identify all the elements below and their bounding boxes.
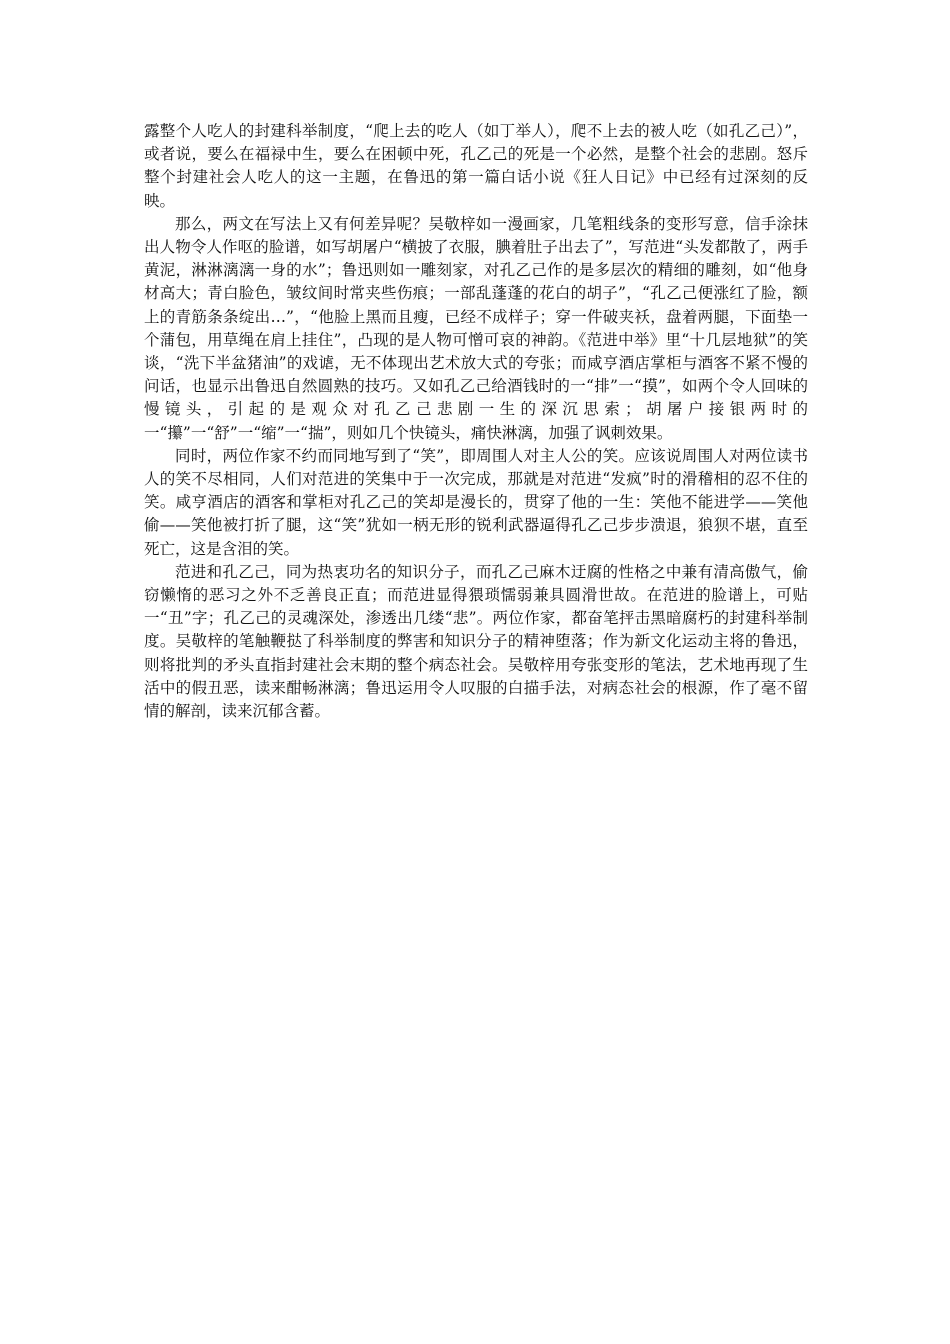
- document-body: [144, 120, 808, 723]
- paragraph-writing-differences: 那么，两文在写法上又有何差异呢？吴敬梓如一漫画家，几笔粗线条的变形写意，信手涂抹出人物令人作呕的脸谱，如写胡屠户“横披了衣服，腆着肚子出去了”，写范进“头发都散了，两手黄泥，淋淋漓漓一身的水”；鲁迅则如一雕刻家，对孔乙己作的是多层次的精细的雕刻，如“他身材高大；青白脸色，皱纹间时常夹些伤痕；一部乱蓬蓬的花白的胡子”，“孔乙己便涨红了脸，额上的青筋条条绽出…”，“他脸上黑而且瘦，已经不成样子；穿一件破夹袄，盘着两腿，下面垫一个蒲包，用草绳在肩上挂住”，凸现的是人物可憎可哀的神韵。《范进中举》里“十几层地狱”的笑谈，“洗下半盆猪油”的戏谑，无不体现出艺术放大式的夸张；而咸亨酒店掌柜与酒客不紧不慢的问话，也显示出鲁迅自然圆熟的技巧。又如孔乙己给酒钱时的一“排”一“摸”，如两个令人回味的慢镜头，引起的是观众对孔乙己悲剧一生的深沉思索；胡屠户接银两时的一“攥”一“舒”一“缩”一“揣”，则如几个快镜头，痛快淋漓，加强了讽刺效果。: [144, 214, 808, 442]
- paragraph-conclusion: 范进和孔乙己，同为热衷功名的知识分子，而孔乙己麻木迂腐的性格之中兼有清高傲气，偷窃懒惰的恶习之外不乏善良正直；而范进显得猥琐懦弱兼具圆滑世故。在范进的脸谱上，可贴一“丑”字；孔乙己的灵魂深处，渗透出几缕“悲”。两位作家，都奋笔抨击黑暗腐朽的封建科举制度。吴敬梓的笔触鞭挞了科举制度的弊害和知识分子的精神堕落；作为新文化运动主将的鲁迅，则将批判的矛头直指封建社会末期的整个病态社会。吴敬梓用夸张变形的笔法，艺术地再现了生活中的假丑恶，读来酣畅淋漓；鲁迅运用令人叹服的白描手法，对病态社会的根源，作了毫不留情的解剖，读来沉郁含蓄。: [144, 562, 808, 721]
- paragraph-continuation: 露整个人吃人的封建科举制度，“爬上去的吃人（如丁举人），爬不上去的被人吃（如孔乙己）”，或者说，要么在福禄中生，要么在困顿中死，孔乙己的死是一个必然，是整个社会的悲剧。怒斥整个封建社会人吃人的这一主题，在鲁迅的第一篇白话小说《狂人日记》中已经有过深刻的反映。: [144, 122, 808, 210]
- paragraph-laughter: 同时，两位作家不约而同地写到了“笑”，即周围人对主人公的笑。应该说周围人对两位读书人的笑不尽相同，人们对范进的笑集中于一次完成，那就是对范进“发疯”时的滑稽相的忍不住的笑。咸亨酒店的酒客和掌柜对孔乙己的笑却是漫长的，贯穿了他的一生：笑他不能进学——笑他偷——笑他被打折了腿，这“笑”犹如一柄无形的锐利武器逼得孔乙己步步溃退，狼狈不堪，直至死亡，这是含泪的笑。: [144, 446, 808, 558]
